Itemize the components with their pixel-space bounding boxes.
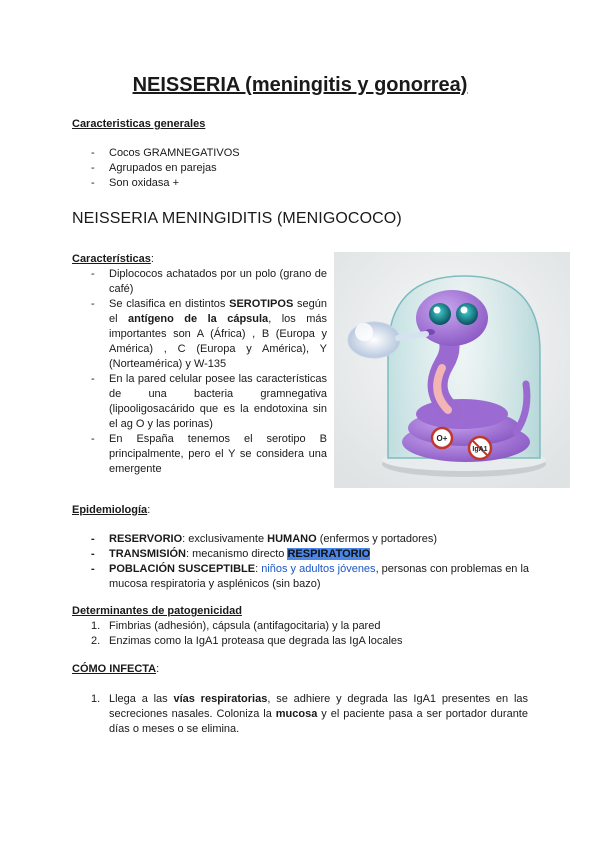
snake-in-glass-dome-image: [334, 252, 570, 488]
como-infecta-section: CÓMO INFECTA: 1. Llega a las vías respiratorias, se adhiere y degrada las IgA1 presentes en las secreciones nasales. Coloniza la mucosa y el paciente pasa a ser portador durante días o meses o se elimina.: [72, 663, 529, 735]
list-item: - RESERVORIO: exclusivamente HUMANO (enfermos y portadores): [72, 532, 532, 547]
page-title: NEISSERIA (meningitis y gonorrea): [132, 74, 468, 96]
list-item: - En la pared celular posee las características de una bacteria gramnegativa (lipooligosacárido que es la endotoxina sin el ag O y las porinas): [72, 372, 327, 432]
list-item: - Diplococos achatados por un polo (grano de café): [72, 267, 327, 297]
list-item: - TRANSMISIÓN: mecanismo directo RESPIRATORIO: [72, 547, 532, 562]
patogenicidad-section: [72, 604, 532, 649]
list-item: - Agrupados en parejas: [72, 161, 240, 176]
meningitidis-heading: NEISSERIA MENINGIDITIS (MENIGOCOCO): [72, 210, 402, 227]
patogenicidad-list: [72, 619, 532, 649]
list-item: 1. Llega a las vías respiratorias, se adhiere y degrada las IgA1 presentes en las secreciones nasales. Coloniza la mucosa y el paciente pasa a ser portador durante días o meses o se elimina.: [91, 693, 529, 735]
snake-illustration: [334, 252, 570, 488]
list-item: 1. Fimbrias (adhesión), cápsula (antifagocitaria) y la pared: [91, 620, 381, 632]
caracteristicas-heading: Características: [72, 253, 151, 265]
list-item: - Se clasifica en distintos SEROTIPOS según el antígeno de la cápsula, los más importantes son A (África) , B (Europa y América) , C (Europa y América), Y (Norteamérica) y W-135: [72, 297, 327, 372]
como-infecta-heading: CÓMO INFECTA: [72, 663, 157, 675]
list-item: - Son oxidasa +: [72, 176, 240, 191]
epidemiologia-list: [72, 532, 532, 592]
general-heading: Caracteristicas generales: [72, 118, 206, 130]
como-infecta-list: [72, 692, 528, 737]
badge-iga1: IgA1: [472, 446, 488, 453]
badge-o-plus: O+: [436, 434, 448, 443]
epidemiologia-section: Epidemiología: - RESERVORIO: exclusivamente HUMANO (enfermos y portadores) - TRANSMISIÓN: mecanismo directo RESPIRATORIO - POBLACIÓN SUSCEPTIBLE: niños y adultos jóvenes, personas con problemas en la mucosa respiratoria y asplénicos (sin bazo): [72, 503, 532, 592]
epidemiologia-heading: Epidemiología: [72, 504, 148, 516]
caracteristicas-list: [72, 267, 327, 477]
patogenicidad-heading: Determinantes de patogenicidad: [72, 605, 242, 617]
list-item: - Cocos GRAMNEGATIVOS: [72, 146, 240, 161]
list-item: - En España tenemos el serotipo B principalmente, pero el Y se considera una emergente: [72, 432, 327, 477]
caracteristicas-section: Características: - Diplococos achatados por un polo (grano de café) - Se clasifica en distintos SEROTIPOS según el antígeno de la cápsula, los más importantes son A (África) , B (Europa y América) , C (Europa y América), Y (Norteamérica) y W-135 - En la pared celular posee las características de una bacteria gramnegativa (lipooligosacárido que es la endotoxina sin el ag O y las porinas) - En España tenemos el serotipo B principalmente, pero el Y se considera una emergente: [72, 252, 327, 477]
general-section: [72, 117, 240, 191]
general-list: [72, 146, 240, 191]
list-item: - POBLACIÓN SUSCEPTIBLE: niños y adultos jóvenes, personas con problemas en la mucosa respiratoria y asplénicos (sin bazo): [72, 562, 532, 592]
highlighted-respiratorio: RESPIRATORIO: [287, 548, 371, 560]
list-item: 2. Enzimas como la IgA1 proteasa que degrada las IgA locales: [91, 635, 403, 647]
